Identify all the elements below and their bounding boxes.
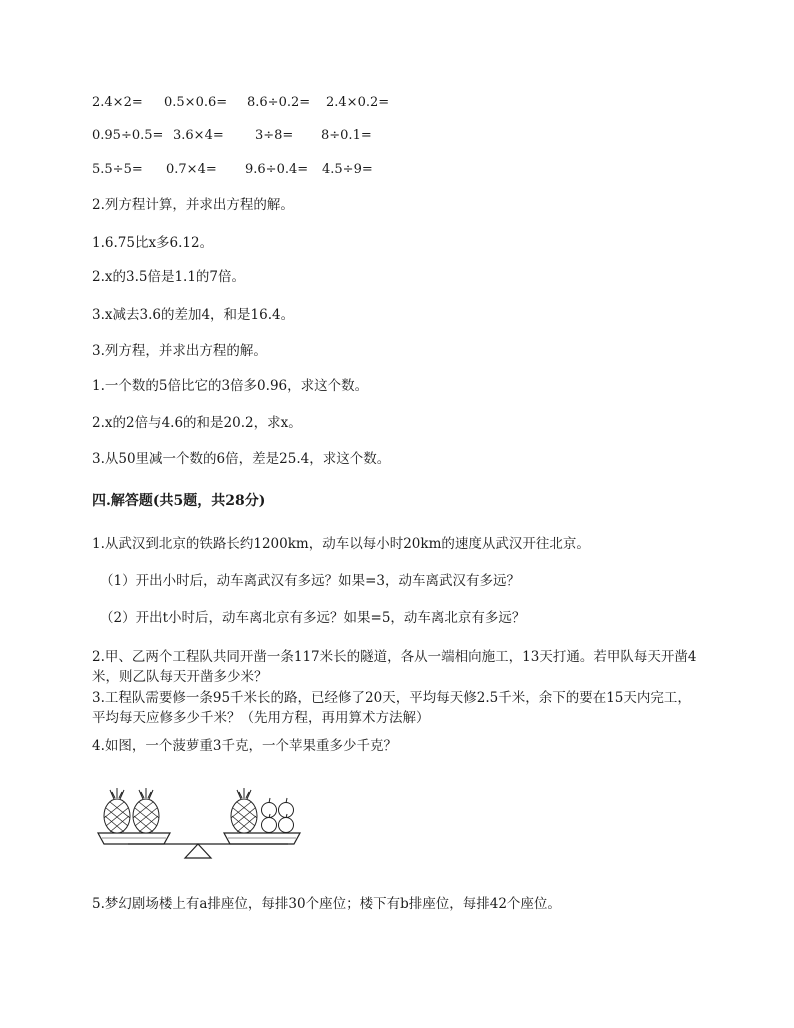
apple-icon	[262, 814, 277, 833]
calc-item: 0.95÷0.5=	[92, 128, 164, 143]
question-5: 5.梦幻剧场楼上有a排座位，每排30个座位；楼下有b排座位，每排42个座位。	[92, 896, 561, 912]
section-title: 2.列方程计算，并求出方程的解。	[92, 197, 294, 213]
question-4: 4.如图，一个菠萝重3千克，一个苹果重多少千克？	[92, 738, 397, 754]
calc-item: 4.5÷9=	[322, 162, 373, 177]
question-2: 2.甲、乙两个工程队共同开凿一条117米长的隧道，各从一端相向施工，13天打通。若甲队每天开凿4米，则乙队每天开凿多少米？	[92, 649, 697, 685]
calc-item: 3÷8=	[255, 128, 294, 143]
scale-fulcrum	[185, 844, 211, 858]
question-item: 2.x的2倍与4.6的和是20.2，求x。	[92, 415, 302, 431]
calc-item: 9.6÷0.4=	[245, 162, 309, 177]
question-1: 1.从武汉到北京的铁路长约1200km，动车以每小时20km的速度从武汉开往北京。	[92, 536, 590, 552]
question-1-part-1: （1）开出小时后，动车离武汉有多远？如果=3，动车离武汉有多远？	[100, 573, 520, 589]
question-item: 2.x的3.5倍是1.1的7倍。	[92, 269, 246, 285]
calc-item: 8÷0.1=	[321, 128, 372, 143]
calc-item: 2.4×2=	[92, 95, 143, 110]
pineapple-icon	[133, 788, 159, 833]
pineapple-icon	[104, 788, 130, 833]
apple-icon	[262, 798, 277, 818]
calc-item: 8.6÷0.2=	[247, 95, 311, 110]
calc-item: 0.5×0.6=	[164, 95, 228, 110]
question-item: 3.从50里减一个数的6倍，差是25.4，求这个数。	[92, 451, 391, 467]
calc-item: 0.7×4=	[166, 162, 217, 177]
question-item: 1.6.75比x多6.12。	[92, 235, 214, 251]
left-pan	[98, 833, 170, 844]
apple-icon	[279, 798, 294, 818]
section-title: 3.列方程，并求出方程的解。	[92, 343, 267, 359]
calc-item: 3.6×4=	[173, 128, 224, 143]
calc-item: 5.5÷5=	[92, 162, 143, 177]
balance-scale-figure	[94, 786, 314, 866]
question-item: 1.一个数的5倍比它的3倍多0.96，求这个数。	[92, 378, 369, 394]
section-heading: 四.解答题(共5题，共28分)	[92, 493, 266, 509]
calc-item: 2.4×0.2=	[326, 95, 390, 110]
apple-icon	[279, 814, 294, 833]
right-pan	[224, 833, 300, 844]
question-1-part-2: （2）开出t小时后，动车离北京有多远？如果=5，动车离北京有多远？	[100, 610, 526, 626]
question-3: 3.工程队需要修一条95千米长的路，已经修了20天，平均每天修2.5千米，余下的要在15天内完工，平均每天应修多少千米？（先用方程，再用算术方法解）	[92, 690, 691, 726]
question-item: 3.x减去3.6的差加4，和是16.4。	[92, 307, 295, 323]
pineapple-icon	[231, 788, 257, 833]
